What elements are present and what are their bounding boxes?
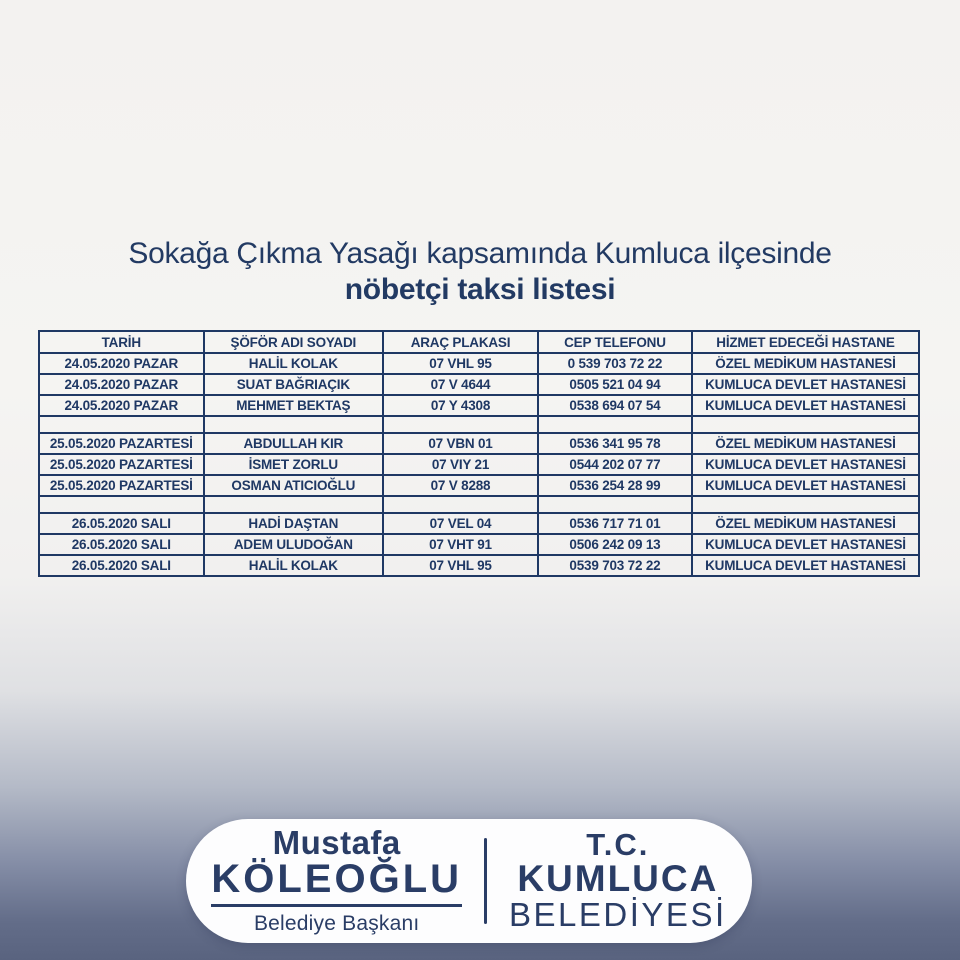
poster-title — [0, 236, 960, 308]
table-cell: 07 VEL 04 — [383, 513, 538, 534]
table-cell: 25.05.2020 PAZARTESİ — [39, 433, 204, 454]
table-row — [39, 374, 919, 395]
table-cell: 07 VIY 21 — [383, 454, 538, 475]
table-cell: 07 VHT 91 — [383, 534, 538, 555]
table-cell: KUMLUCA DEVLET HASTANESİ — [692, 534, 919, 555]
table-cell: 26.05.2020 SALI — [39, 513, 204, 534]
table-cell: 0536 254 28 99 — [538, 475, 692, 496]
footer-brand — [186, 819, 752, 943]
table-cell: KUMLUCA DEVLET HASTANESİ — [692, 475, 919, 496]
table-cell — [39, 496, 204, 513]
table-cell — [538, 416, 692, 433]
table-cell: 0539 703 72 22 — [538, 555, 692, 576]
table-row — [39, 475, 919, 496]
mayor-title: Belediye Başkanı — [253, 911, 420, 935]
table-cell: ADEM ULUDOĞAN — [204, 534, 384, 555]
table-row — [39, 555, 919, 576]
table-cell: HALİL KOLAK — [204, 353, 384, 374]
column-header: ARAÇ PLAKASI — [383, 331, 538, 353]
municipality-name: KUMLUCA — [517, 858, 719, 899]
table-cell: 0544 202 07 77 — [538, 454, 692, 475]
poster-title-line1: Sokağa Çıkma Yasağı kapsamında Kumluca ilçesinde — [128, 237, 832, 270]
municipality-block — [487, 827, 727, 933]
table-row-spacer — [39, 416, 919, 433]
table-cell: HALİL KOLAK — [204, 555, 384, 576]
table-cell: KUMLUCA DEVLET HASTANESİ — [692, 555, 919, 576]
table-header-row — [39, 331, 919, 353]
table-cell: 0 539 703 72 22 — [538, 353, 692, 374]
table-cell: 07 Y 4308 — [383, 395, 538, 416]
table-cell: ABDULLAH KIR — [204, 433, 384, 454]
municipality-type: BELEDİYESİ — [509, 896, 727, 933]
table-cell: 0538 694 07 54 — [538, 395, 692, 416]
table-row — [39, 534, 919, 555]
table-cell: ÖZEL MEDİKUM HASTANESİ — [692, 353, 919, 374]
table-row — [39, 353, 919, 374]
table-cell: KUMLUCA DEVLET HASTANESİ — [692, 374, 919, 395]
table-cell: 07 V 8288 — [383, 475, 538, 496]
table-row — [39, 433, 919, 454]
duty-table-container — [38, 330, 920, 577]
table-cell: 0506 242 09 13 — [538, 534, 692, 555]
table-row-spacer — [39, 496, 919, 513]
table-cell: 07 V 4644 — [383, 374, 538, 395]
mayor-first-name: Mustafa — [272, 823, 401, 861]
table-cell: 25.05.2020 PAZARTESİ — [39, 454, 204, 475]
column-header: TARİH — [39, 331, 204, 353]
table-cell — [692, 496, 919, 513]
table-cell: 25.05.2020 PAZARTESİ — [39, 475, 204, 496]
column-header: ŞÖFÖR ADI SOYADI — [204, 331, 384, 353]
table-cell: HADİ DAŞTAN — [204, 513, 384, 534]
table-cell: KUMLUCA DEVLET HASTANESİ — [692, 395, 919, 416]
duty-table — [38, 330, 920, 577]
mayor-block — [211, 823, 484, 936]
table-cell: 07 VBN 01 — [383, 433, 538, 454]
table-cell: ÖZEL MEDİKUM HASTANESİ — [692, 433, 919, 454]
table-cell: 24.05.2020 PAZAR — [39, 395, 204, 416]
table-cell — [383, 496, 538, 513]
table-cell: İSMET ZORLU — [204, 454, 384, 475]
table-row — [39, 395, 919, 416]
column-header: CEP TELEFONU — [538, 331, 692, 353]
table-cell — [383, 416, 538, 433]
table-cell: KUMLUCA DEVLET HASTANESİ — [692, 454, 919, 475]
table-cell: SUAT BAĞRIAÇIK — [204, 374, 384, 395]
municipality-tc: T.C. — [586, 827, 650, 862]
duty-table-body — [39, 353, 919, 576]
table-cell: 0505 521 04 94 — [538, 374, 692, 395]
column-header: HİZMET EDECEĞİ HASTANE — [692, 331, 919, 353]
table-cell: 26.05.2020 SALI — [39, 555, 204, 576]
table-cell — [204, 496, 384, 513]
table-cell: OSMAN ATICIOĞLU — [204, 475, 384, 496]
table-cell: 0536 717 71 01 — [538, 513, 692, 534]
table-cell: 24.05.2020 PAZAR — [39, 353, 204, 374]
table-cell — [204, 416, 384, 433]
table-cell: 24.05.2020 PAZAR — [39, 374, 204, 395]
table-cell — [39, 416, 204, 433]
table-cell — [692, 416, 919, 433]
table-cell: MEHMET BEKTAŞ — [204, 395, 384, 416]
table-row — [39, 513, 919, 534]
mayor-last-name: KÖLEOĞLU — [211, 859, 462, 907]
poster-title-line2: nöbetçi taksi listesi — [344, 273, 616, 306]
table-cell: 26.05.2020 SALI — [39, 534, 204, 555]
table-cell: 0536 341 95 78 — [538, 433, 692, 454]
table-cell — [538, 496, 692, 513]
table-cell: 07 VHL 95 — [383, 353, 538, 374]
table-cell: ÖZEL MEDİKUM HASTANESİ — [692, 513, 919, 534]
table-row — [39, 454, 919, 475]
table-cell: 07 VHL 95 — [383, 555, 538, 576]
